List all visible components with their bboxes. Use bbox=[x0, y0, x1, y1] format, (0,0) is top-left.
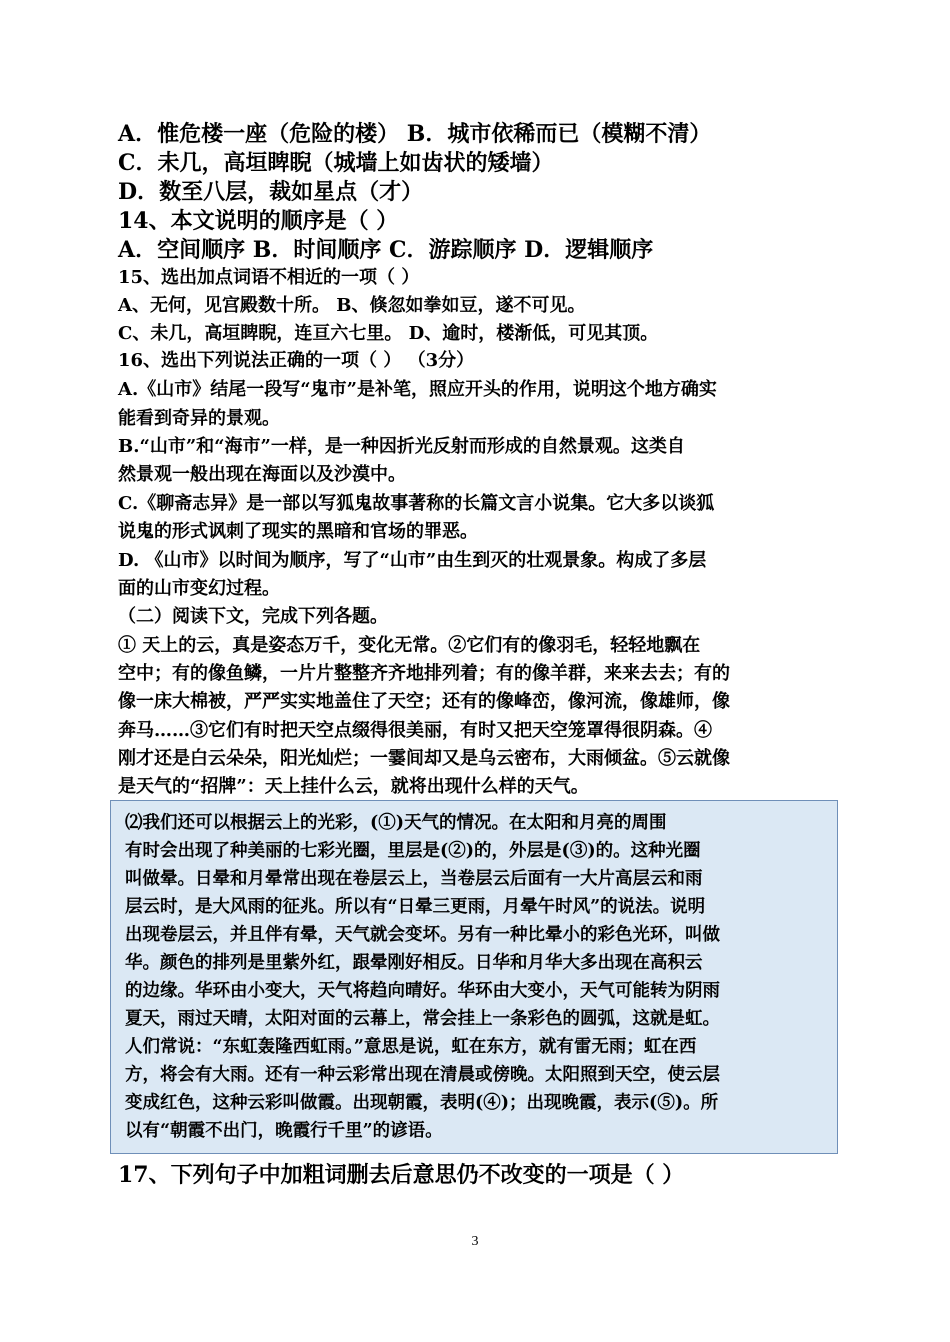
q15-option-cd: C、未几，高垣睥睨，连亘六七里。 D、逾时，楼渐低，可见其顶。 bbox=[118, 323, 659, 344]
passage-line-4: 奔马……③它们有时把天空点缀得很美丽，有时又把天空笼罩得很阴森。④ bbox=[118, 720, 712, 741]
boxed-line: 有时会出现了种美丽的七彩光圈，里层是(②)的，外层是(③)的。这种光圈 bbox=[125, 841, 701, 861]
boxed-line: ⑵我们还可以根据云上的光彩，(①)天气的情况。在太阳和月亮的周围 bbox=[125, 813, 667, 833]
q13-option-c: C．未几，高垣睥睨（城墙上如齿状的矮墙） bbox=[118, 150, 554, 176]
q16-option-b-line1: B.“山市”和“海市”一样，是一种因折光反射而形成的自然景观。这类自 bbox=[118, 436, 685, 457]
boxed-line: 叫做晕。日晕和月晕常出现在卷层云上，当卷层云后面有一大片高层云和雨 bbox=[125, 869, 703, 889]
q17-question: 17、下列句子中加粗词删去后意思仍不改变的一项是（ ） bbox=[118, 1162, 685, 1188]
q15-option-ab: A、无何，见宫殿数十所。 B、倏忽如拳如豆，遂不可见。 bbox=[118, 295, 586, 316]
q14-options: A．空间顺序 B．时间顺序 C．游踪顺序 D．逻辑顺序 bbox=[118, 237, 654, 263]
q16-option-a-line1: A.《山市》结尾一段写“鬼市”是补笔，照应开头的作用，说明这个地方确实 bbox=[118, 379, 717, 400]
page-number: 3 bbox=[471, 1234, 479, 1249]
q16-option-d-line2: 面的山市变幻过程。 bbox=[118, 578, 280, 599]
q13-option-d: D．数至八层，裁如星点（才） bbox=[118, 179, 424, 205]
boxed-line: 人们常说：“东虹轰隆西虹雨。”意思是说，虹在东方，就有雷无雨；虹在西 bbox=[125, 1037, 697, 1057]
q16-option-d-line1: D. 《山市》以时间为顺序，写了“山市”由生到灭的壮观景象。构成了多层 bbox=[118, 550, 707, 571]
q15-question: 15、选出加点词语不相近的一项（ ） bbox=[118, 267, 420, 288]
q16-option-b-line2: 然景观一般出现在海面以及沙漠中。 bbox=[118, 464, 406, 485]
boxed-line: 出现卷层云，并且伴有晕，天气就会变坏。另有一种比晕小的彩色光环，叫做 bbox=[125, 925, 720, 945]
q13-option-ab: A．惟危楼一座（危险的楼） B．城市依稀而已（模糊不清） bbox=[118, 121, 712, 147]
q16-question: 16、选出下列说法正确的一项（ ） （3分） bbox=[118, 350, 475, 371]
boxed-line: 的边缘。华环由小变大，天气将趋向晴好。华环由大变小，天气可能转为阴雨 bbox=[125, 981, 720, 1001]
q16-option-a-line2: 能看到奇异的景观。 bbox=[118, 408, 280, 429]
passage-line-5: 刚才还是白云朵朵，阳光灿烂；一霎间却又是乌云密布，大雨倾盆。⑤云就像 bbox=[118, 748, 730, 769]
passage-line-6: 是天气的“招牌”：天上挂什么云，就将出现什么样的天气。 bbox=[118, 776, 589, 797]
boxed-line: 以有“朝霞不出门，晚霞行千里”的谚语。 bbox=[125, 1121, 443, 1141]
boxed-line: 华。颜色的排列是里紫外红，跟晕刚好相反。日华和月华大多出现在高积云 bbox=[125, 953, 703, 973]
boxed-line: 层云时，是大风雨的征兆。所以有“日晕三更雨，月晕午时风”的说法。说明 bbox=[125, 897, 706, 917]
boxed-line: 方，将会有大雨。还有一种云彩常出现在清晨或傍晚。太阳照到天空，使云层 bbox=[125, 1065, 720, 1085]
boxed-line: 夏天，雨过天晴，太阳对面的云幕上，常会挂上一条彩色的圆弧，这就是虹。 bbox=[125, 1009, 720, 1029]
passage-line-2: 空中；有的像鱼鳞，一片片整整齐齐地排列着；有的像羊群，来来去去；有的 bbox=[118, 663, 730, 684]
boxed-passage bbox=[110, 800, 838, 1154]
q14-question: 14、本文说明的顺序是（ ） bbox=[118, 208, 399, 234]
q16-option-c-line2: 说鬼的形式讽刺了现实的黑暗和官场的罪恶。 bbox=[118, 521, 478, 542]
passage-line-3: 像一床大棉被，严严实实地盖住了天空；还有的像峰峦，像河流，像雄师，像 bbox=[118, 691, 730, 712]
boxed-line: 变成红色，这种云彩叫做霞。出现朝霞，表明(④)；出现晚霞，表示(⑤)。所 bbox=[125, 1093, 719, 1113]
passage-line-1: ① 天上的云，真是姿态万千，变化无常。②它们有的像羽毛，轻轻地飘在 bbox=[118, 635, 701, 656]
q16-option-c-line1: C.《聊斋志异》是一部以写狐鬼故事著称的长篇文言小说集。它大多以谈狐 bbox=[118, 493, 715, 514]
section-heading: （二）阅读下文，完成下列各题。 bbox=[118, 606, 388, 627]
